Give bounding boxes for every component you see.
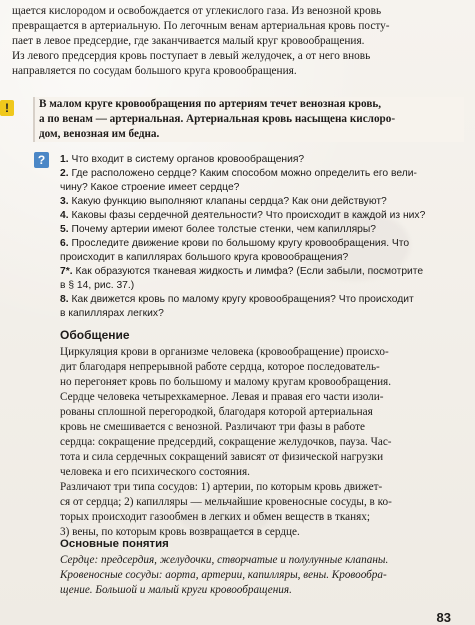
summary-line: дит благодаря непрерывной работе сердца, которое последователь-	[60, 361, 380, 373]
question-line: в § 14, рис. 37.)	[60, 280, 135, 291]
summary-line: ся от сердца; 2) капилляры — мельчайшие кровеносные сосуды, в ко-	[60, 496, 392, 508]
question-item	[60, 265, 460, 293]
question-text: Почему артерии имеют более толстые стенки, чем капилляры?	[71, 224, 377, 235]
question-number: 6.	[60, 238, 69, 249]
summary-line: Циркуляция крови в организме человека (кровообращение) происхо-	[60, 346, 389, 358]
summary-title: Обобщение	[60, 328, 130, 342]
summary-line: Различают три типа сосудов: 1) артерии, по которым кровь движет-	[60, 481, 383, 493]
intro-line: превращается в артериальную. По легочным венам артериальная кровь посту-	[12, 20, 390, 32]
question-line	[60, 195, 460, 209]
concepts-paragraph	[60, 553, 460, 598]
important-marker: !	[0, 100, 14, 116]
summary-line: тота и сила сердечных сокращений зависят от физической нагрузки	[60, 451, 384, 463]
question-text: Проследите движение крови по большому кругу кровообращения. Что	[71, 238, 410, 249]
question-item	[60, 195, 460, 209]
summary-line: Сердце человека четырехкамерное. Левая и правая его части изоли-	[60, 391, 384, 403]
question-line	[60, 237, 460, 251]
summary-line: кровь не смешивается с венозной. Различают три фазы в работе	[60, 421, 365, 433]
callout-line: дом, венозная им бедна.	[39, 128, 160, 140]
questions-list	[60, 153, 460, 321]
question-text: Где расположено сердце? Каким способом можно определить его вели-	[71, 168, 417, 179]
question-text: Каковы фазы сердечной деятельности? Что происходит в каждой из них?	[71, 210, 426, 221]
question-item	[60, 237, 460, 265]
summary-line: человека и его психического состояния.	[60, 466, 250, 478]
question-text: Как образуются тканевая жидкость и лимфа? (Если забыли, посмотрите	[75, 266, 424, 277]
concepts-line: Кровеносные сосуды: аорта, артерии, капилляры, вены. Кровообра-	[60, 569, 387, 581]
intro-line: направляется по сосудам большого круга кровообращения.	[12, 65, 297, 77]
question-line	[60, 153, 460, 167]
question-marker: ?	[34, 152, 49, 168]
summary-line: сердца: сокращение предсердий, сокращение желудочков, пауза. Час-	[60, 436, 392, 448]
intro-line: пает в левое предсердие, где заканчивается малый круг кровообращения.	[12, 35, 365, 47]
question-line	[60, 223, 460, 237]
question-number: 3.	[60, 196, 69, 207]
question-line	[60, 167, 460, 181]
question-item	[60, 209, 460, 223]
summary-line: 3) вены, по которым кровь возвращается в сердце.	[60, 526, 300, 538]
question-line	[60, 265, 460, 279]
question-number: 5.	[60, 224, 69, 235]
summary-paragraph	[60, 345, 460, 540]
question-number: 7*.	[60, 266, 73, 277]
question-line	[60, 209, 460, 223]
intro-line: щается кислородом и освобождается от углекислого газа. Из венозной кровь	[12, 5, 382, 17]
question-line: происходит в капиллярах большого круга кровообращения?	[60, 252, 349, 263]
summary-line: торых происходит газообмен в легких и обмен веществ в тканях;	[60, 511, 370, 523]
callout-line: а по венам — артериальная. Артериальная кровь насыщена кислоро-	[39, 113, 396, 125]
question-text: Что входит в систему органов кровообращения?	[71, 154, 305, 165]
question-item	[60, 167, 460, 195]
question-item	[60, 153, 460, 167]
intro-line: Из левого предсердия кровь поступает в левый желудочек, а от него вновь	[12, 50, 371, 62]
question-text: Как движется кровь по малому кругу кровообращения? Что происходит	[71, 294, 414, 305]
question-text: Какую функцию выполняют клапаны сердца? Как они действуют?	[71, 196, 387, 207]
question-number: 4.	[60, 210, 69, 221]
concepts-line: щение. Большой и малый круги кровообращения.	[60, 584, 292, 596]
question-line: в капиллярах легких?	[60, 308, 164, 319]
callout-line: В малом круге кровообращения по артериям течет венозная кровь,	[39, 98, 382, 110]
question-number: 8.	[60, 294, 69, 305]
question-line: чину? Какое строение имеет сердце?	[60, 182, 240, 193]
concepts-line: Сердце: предсердия, желудочки, створчатые и полулунные клапаны.	[60, 554, 389, 566]
question-item	[60, 223, 460, 237]
question-item	[60, 293, 460, 321]
callout-box	[33, 97, 464, 142]
summary-line: но перегоняет кровь по большому и малому кругам кровообращения.	[60, 376, 392, 388]
summary-line: рованы сплошной перегородкой, благодаря которой артериальная	[60, 406, 373, 418]
question-number: 2.	[60, 168, 69, 179]
question-number: 1.	[60, 154, 69, 165]
concepts-title: Основные понятия	[60, 538, 169, 550]
intro-paragraph	[12, 4, 464, 79]
page-number: 83	[436, 610, 451, 625]
question-line	[60, 293, 460, 307]
